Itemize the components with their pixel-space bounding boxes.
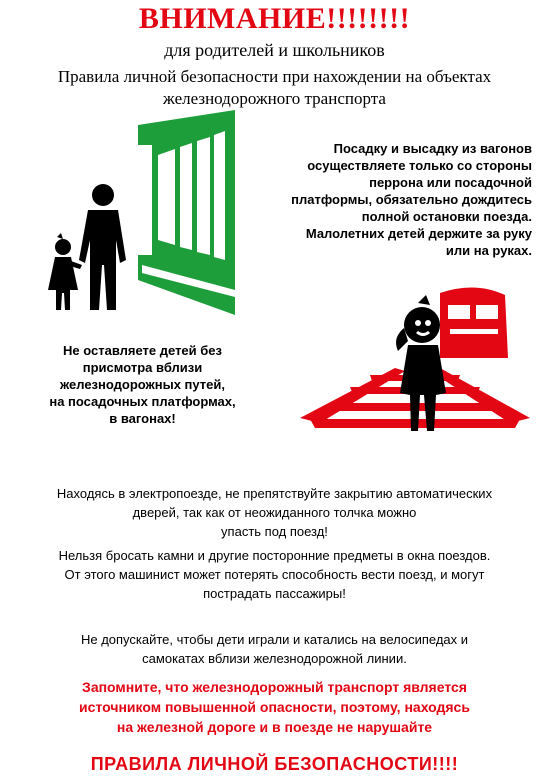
rules-title: Правила личной безопасности при нахождении на объектах железнодорожного транспорта — [57, 67, 492, 108]
warning-line: источником повышенной опасности, поэтому, находясь — [79, 699, 470, 715]
supervision-line: на посадочных платформах, — [49, 394, 236, 409]
paragraph-bicycles — [30, 630, 519, 668]
paragraph-line: самокатах вблизи железнодорожной линии. — [142, 651, 407, 666]
supervision-line: Не оставляете детей без — [63, 343, 222, 358]
boarding-line: Малолетних детей держите за руку — [305, 226, 532, 241]
supervision-line: железнодорожных путей, — [59, 377, 226, 392]
footer-slogan: ПРАВИЛА ЛИЧНОЙ БЕЗОПАСНОСТИ!!!! — [90, 754, 459, 774]
page-title: ВНИМАНИЕ!!!!!!!! — [138, 2, 411, 35]
boarding-rules — [272, 140, 532, 259]
boarding-line: платформы, обязательно дождитесь — [291, 192, 532, 207]
warning-line: на железной дороге и в поезде не нарушайте — [116, 719, 433, 735]
paragraph-line: Находясь в электропоезде, не препятствуйте закрытию автоматических — [56, 486, 493, 501]
danger-warning — [18, 677, 531, 737]
paragraph-line: упасть под поезд! — [221, 524, 328, 539]
paragraph-line: пострадать пассажиры! — [203, 586, 346, 601]
paragraph-stones — [30, 546, 519, 603]
warning-line: Запомните, что железнодорожный транспорт является — [82, 679, 467, 695]
supervision-warning — [20, 342, 265, 427]
boarding-line: перрона или посадочной — [369, 175, 532, 190]
paragraph-line: дверей, так как от неожиданного толчка можно — [132, 505, 417, 520]
supervision-line: присмотра вблизи — [82, 360, 203, 375]
girl-on-tracks-icon — [300, 283, 530, 443]
paragraph-line: Нельзя бросать камни и другие посторонние предметы в окна поездов. — [58, 548, 491, 563]
paragraph-doors — [30, 484, 519, 541]
supervision-line: в вагонах! — [109, 411, 176, 426]
boarding-line: полной остановки поезда. — [361, 209, 532, 224]
boarding-line: осуществляете только со стороны — [307, 158, 532, 173]
paragraph-line: От этого машинист может потерять способность вести поезд, и могут — [64, 567, 485, 582]
boarding-line: или на руках. — [445, 243, 532, 258]
adult-child-train-icon — [30, 115, 235, 325]
boarding-line: Посадку и высадку из вагонов — [333, 141, 532, 156]
paragraph-line: Не допускайте, чтобы дети играли и катались на велосипедах и — [80, 632, 469, 647]
subtitle: для родителей и школьников — [164, 40, 385, 60]
